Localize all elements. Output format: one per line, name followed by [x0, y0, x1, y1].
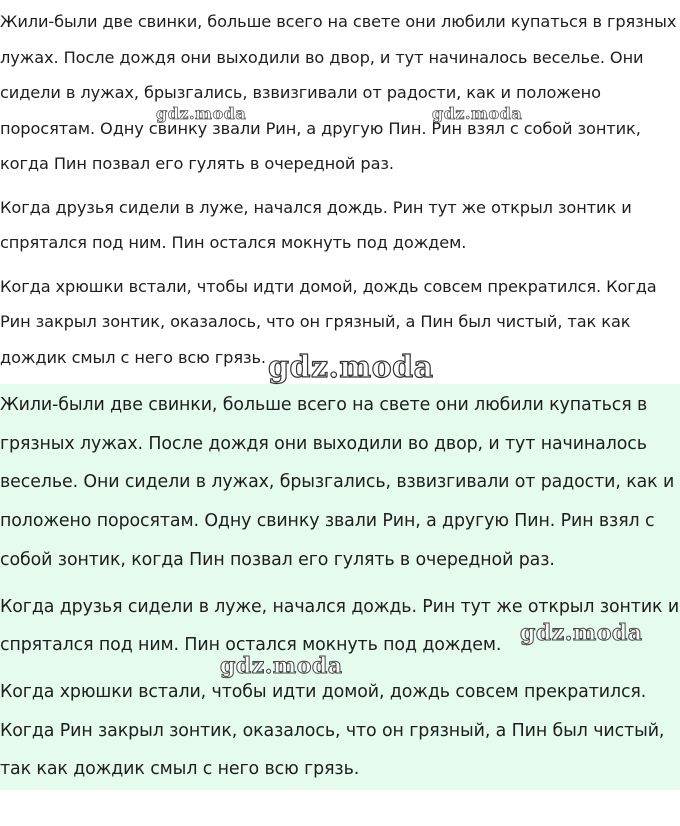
original-paragraph-2: Когда друзья сидели в луже, начался дождь. Рин тут же открыл зонтик и спрятался под ним. Пин остался мокнуть под дождем.	[0, 197, 632, 252]
watermark-2: gdz.moda	[432, 104, 523, 123]
highlighted-paragraph-2: Когда друзья сидели в луже, начался дождь. Рин тут же открыл зонтик и спрятался под ним. Пин остался мокнуть под дождем.	[0, 596, 680, 656]
original-paragraph-1: Жили-были две свинки, больше всего на свете они любили купаться в грязных лужах. После дождя они выходили во двор, и тут начиналось веселье. Они сидели в лужах, брызгались, взвизгивали от радости, как и положено поросятам. Одну свинку звали Рин, а другую Пин. Рин взял с собой зонтик, когда Пин позвал его гулять в очередной раз.	[0, 12, 677, 173]
highlighted-paragraph-3: Когда хрюшки встали, чтобы идти домой, дождь совсем прекратился. Когда Рин закрыл зонтик, оказалось, что он грязный, а Пин был чистый, так как дождик смыл с него всю грязь.	[0, 681, 665, 780]
watermark-1: gdz.moda	[156, 104, 247, 123]
watermark-4: gdz.moda	[520, 620, 643, 646]
highlighted-paragraph-1: Жили-были две свинки, больше всего на свете они любили купаться в грязных лужах. После дождя они выходили во двор, и тут начиналось веселье. Они сидели в лужах, брызгались, взвизгивали от радости, как и положено поросятам. Одну свинку звали Рин, а другую Пин. Рин взял с собой зонтик, когда Пин позвал его гулять в очередной раз.	[0, 395, 675, 570]
original-text-section	[0, 0, 680, 383]
watermark-3: gdz.moda	[268, 350, 434, 385]
highlighted-text-section	[0, 384, 680, 790]
watermark-5: gdz.moda	[220, 653, 343, 679]
original-paragraph-3: Когда хрюшки встали, чтобы идти домой, дождь совсем прекратился. Когда Рин закрыл зонтик, оказалось, что он грязный, а Пин был чистый, так как дождик смыл с него всю грязь.	[0, 276, 657, 367]
